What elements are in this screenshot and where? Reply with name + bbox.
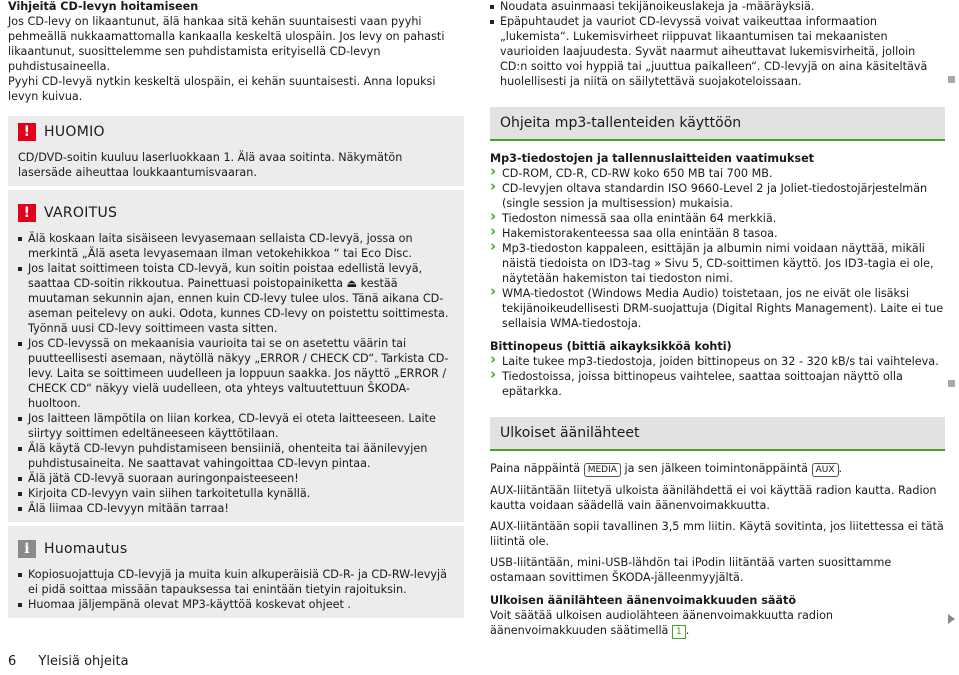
huomio-title: HUOMIO <box>44 124 105 140</box>
subheading: Mp3-tiedostojen ja tallennuslaitteiden vaatimukset <box>490 152 815 165</box>
text-span: . <box>838 462 843 475</box>
section-end-square <box>948 76 955 83</box>
text-span: . <box>685 624 690 637</box>
external-paragraph-3: AUX-liitäntään sopii tavallinen 3,5 mm liitin. Käytä sovitinta, jos liitettessa ei tätä liitintä ole. <box>490 520 944 548</box>
info-icon: i <box>18 540 36 558</box>
right-column <box>490 0 945 639</box>
page-number: 6 <box>8 654 17 669</box>
huomautus-box <box>8 526 464 618</box>
warning-icon: ! <box>18 204 36 222</box>
subheading: Ulkoisen äänilähteen äänenvoimakkuuden säätö <box>490 594 797 607</box>
text-span: Paina näppäintä <box>490 462 581 475</box>
huomio-text: CD/DVD-soitin kuuluu laserluokkaan 1. Älä avaa soitinta. Näkymätön lasersäde aiheuttaa loukkaantumisvaaran. <box>18 151 403 179</box>
volume-paragraph <box>490 608 945 639</box>
text-span: Voit säätää ulkoisen audiolähteen äänenvoimakkuutta radion äänenvoimakkuuden säätimellä <box>490 609 833 637</box>
list-item: Epäpuhtaudet ja vauriot CD-levyssä voivat vaikeuttaa informaation „lukemista“. Lukemisvirheet riippuvat likaantumisen tai mekaanisten vaurioiden laajuudesta. Syvät naarmut aiheuttavat lukemisvirheitä, jolloin CD:n soitto voi hyppiä tai „juuttua paikalleen“. CD-levyjä on aina käsiteltävä huolellisesti ja niitä on säilytettävä suojakoteloissaan. <box>490 14 945 89</box>
list-item: › Tiedostoissa, joissa bittinopeus vaihtelee, saattaa soittoajan näyttö olla epätarkka. <box>490 369 945 399</box>
varoitus-title: VAROITUS <box>44 205 118 221</box>
list-item: Älä liimaa CD-levyyn mitään tarraa! <box>18 501 454 516</box>
left-column <box>8 0 464 618</box>
aux-key: AUX <box>812 463 839 477</box>
list-item: Kirjoita CD-levyyn vain siihen tarkoitetulla kynällä. <box>18 486 454 501</box>
intro-paragraph-2: Pyyhi CD-levyä nytkin keskeltä ulospäin, ei kehän suuntaisesti. Anna lopuksi levyn kuivua. <box>8 75 436 103</box>
figure-ref: 1 <box>672 625 686 639</box>
list-item: › Tiedoston nimessä saa olla enintään 64 merkkiä. <box>490 211 945 226</box>
list-item: › Laite tukee mp3-tiedostoja, joiden bittinopeus on 32 - 320 kB/s tai vaihteleva. <box>490 354 945 369</box>
huomio-box <box>8 116 464 186</box>
subheading: Bittinopeus (bittiä aikayksikköä kohti) <box>490 340 732 353</box>
footer-section: Yleisiä ohjeita <box>38 654 129 669</box>
huomautus-title: Huomautus <box>44 541 128 557</box>
section-end-square <box>948 380 955 387</box>
varoitus-box <box>8 190 464 522</box>
page-footer <box>8 654 129 669</box>
intro-paragraph: Jos CD-levy on likaantunut, älä hankaa sitä kehän suuntaisesti vaan pyyhi pehmeällä nukkaamattomalla kankaalla keskeltä ulospäin. Jos levy on pahasti likaantunut, suosittelemme sen puhdistamista erityisellä CD-levyn puhdistusaineella. <box>8 15 445 73</box>
text-span: ja sen jälkeen toimintonäppäintä <box>624 462 809 475</box>
list-item: › WMA-tiedostot (Windows Media Audio) toistetaan, jos ne eivät ole lisäksi tekijänoikeudellisesti DRM-suojattuja (Digital Rights Management). Laite ei tue sellaisia WMA-tiedostoja. <box>490 286 945 331</box>
list-item: Kopiosuojattuja CD-levyjä ja muita kuin alkuperäisiä CD-R- ja CD-RW-levyjä ei pidä soittaa missään tapauksessa tai enintään tietyin rajoituksin. <box>18 567 454 597</box>
continue-arrow-icon <box>948 614 955 624</box>
section-heading: Vihjeitä CD-levyn hoitamiseen <box>8 0 199 13</box>
list-item: Noudata asuinmaasi tekijänoikeuslakeja ja -määräyksiä. <box>490 0 945 14</box>
warning-icon: ! <box>18 123 36 141</box>
list-item: Jos laitat soittimeen toista CD-levyä, kun soitin poistaa edellistä levyä, saattaa CD-soitin rikkoutua. Painettuasi poistopainiketta ⏏ kestää muutaman sekunnin ajan, ennen kuin CD-levy tulee ulos. Tänä aikana CD-aseman peitelevy on auki. Odota, kunnes CD-levy on poistettu soittimesta. Työnnä uusi CD-levy soittimeen vasta sitten. <box>18 261 454 336</box>
external-paragraph-4: USB-liitäntään, mini-USB-lähdön tai iPodin liitäntää varten suosittamme ostamaan sovittimen ŠKODA-jälleenmyyjältä. <box>490 556 892 584</box>
section-header-external: Ulkoiset äänilähteet <box>490 417 945 451</box>
list-item: Älä koskaan laita sisäiseen levyasemaan sellaista CD-levyä, jossa on merkintä „Älä aseta levyasemaan ilman vetokehikkoa “ tai Eco Disc. <box>18 231 454 261</box>
list-item: Jos CD-levyssä on mekaanisia vaurioita tai se on asetettu väärin tai puutteellisesti asemaan, näytöllä näkyy „ERROR / CHECK CD“. Tarkista CD-levy. Laita se soittimeen uudelleen ja loppuun saakka. Jos näyttö „ERROR / CHECK CD“ näkyy vielä uudelleen, ota yhteys valtuutettuun ŠKODA-huoltoon. <box>18 336 454 411</box>
list-item: Huomaa jäljempänä olevat MP3-käyttöä koskevat ohjeet . <box>18 597 454 612</box>
list-item: › Mp3-tiedoston kappaleen, esittäjän ja albumin nimi voidaan näyttää, mikäli näistä tiedoista on ID3-tag » Sivu 5, CD-soittimen käyttö. Jos ID3-tagia ei ole, näytetään hakemiston tai tiedoston nimi. <box>490 241 945 286</box>
list-item: › CD-levyjen oltava standardin ISO 9660-Level 2 ja Joliet-tiedostojärjestelmän (single session ja multisession) mukaisia. <box>490 181 945 211</box>
list-item: Jos laitteen lämpötila on liian korkea, CD-levyä ei oteta laitteeseen. Laite siirtyy soittimen edeltäneeseen käyttötilaan. <box>18 411 454 441</box>
external-paragraph-2: AUX-liitäntään liitetyä ulkoista äänilähdettä ei voi käyttää radion kautta. Radion kautta voidaan säädellä vain äänenvoimakkuutta. <box>490 484 937 512</box>
media-key: MEDIA <box>584 463 621 477</box>
section-header-mp3: Ohjeita mp3-tallenteiden käyttöön <box>490 107 945 141</box>
list-item: › Hakemistorakenteessa saa olla enintään 8 tasoa. <box>490 226 945 241</box>
list-item: Älä jätä CD-levyä suoraan auringonpaisteeseen! <box>18 471 454 486</box>
list-item: › CD-ROM, CD-R, CD-RW koko 650 MB tai 700 MB. <box>490 166 945 181</box>
external-paragraph-1 <box>490 461 945 477</box>
list-item: Älä käytä CD-levyn puhdistamiseen bensiiniä, ohenteita tai äänilevyjen puhdistusaineita. Ne saattavat vahingoittaa CD-levyn pintaa. <box>18 441 454 471</box>
